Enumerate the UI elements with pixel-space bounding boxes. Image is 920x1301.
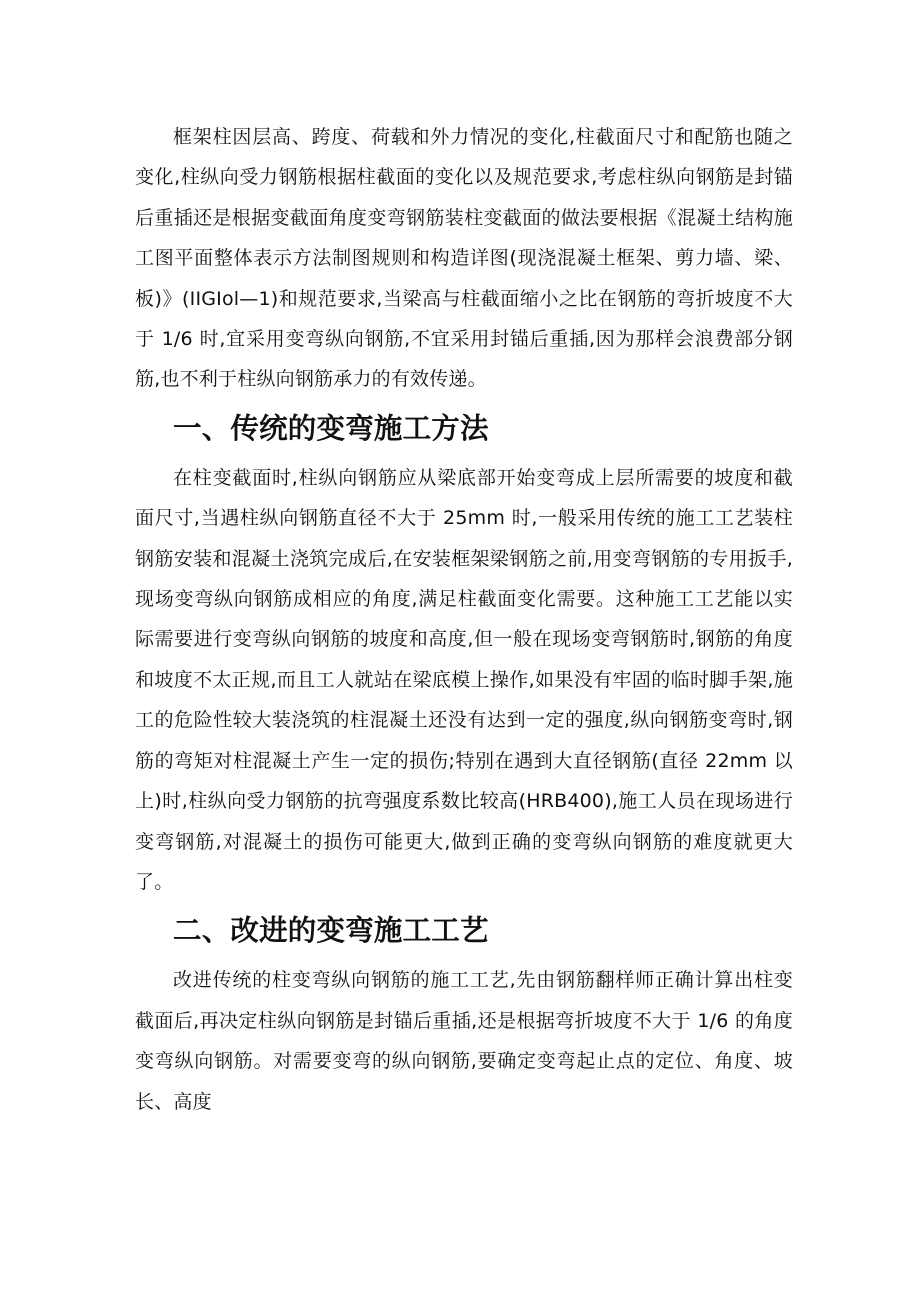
improved-method-paragraph: 改进传统的柱变弯纵向钢筋的施工工艺,先由钢筋翻样师正确计算出柱变截面后,再决定柱纵向钢筋是封锚后重插,还是根据弯折坡度不大于 1/6 的角度变弯纵向钢筋。对需要变弯的纵向钢筋,要确定变弯起止点的定位、角度、坡长、高度 [135, 969, 793, 1113]
intro-paragraph: 框架柱因层高、跨度、荷载和外力情况的变化,柱截面尺寸和配筋也随之变化,柱纵向受力钢筋根据柱截面的变化以及规范要求,考虑柱纵向钢筋是封锚后重插还是根据变截面角度变弯钢筋装柱变截面的做法要根据《混凝土结构施工图平面整体表示方法制图规则和构造详图(现浇混凝土框架、剪力墙、梁、板)》(IIGIol—1)和规范要求,当梁高与柱截面缩小之比在钢筋的弯折坡度不大于 1/6 时,宜采用变弯纵向钢筋,不宜采用封锚后重插,因为那样会浪费部分钢筋,也不利于柱纵向钢筋承力的有效传递。 [135, 126, 793, 391]
traditional-method-paragraph: 在柱变截面时,柱纵向钢筋应从梁底部开始变弯成上层所需要的坡度和截面尺寸,当遇柱纵向钢筋直径不大于 25mm 时,一般采用传统的施工工艺装柱钢筋安装和混凝土浇筑完成后,在安装框架梁钢筋之前,用变弯钢筋的专用扳手,现场变弯纵向钢筋成相应的角度,满足柱截面变化需要。这种施工工艺能以实际需要进行变弯纵向钢筋的坡度和高度,但一般在现场变弯钢筋时,钢筋的角度和坡度不太正规,而且工人就站在梁底模上操作,如果没有牢固的临时脚手架,施工的危险性较大装浇筑的柱混凝土还没有达到一定的强度,纵向钢筋变弯时,钢筋的弯矩对柱混凝土产生一定的损伤;特别在遇到大直径钢筋(直径 22mm 以上)时,柱纵向受力钢筋的抗弯强度系数比较高(HRB400),施工人员在现场进行变弯钢筋,对混凝土的损伤可能更大,做到正确的变弯纵向钢筋的难度就更大了。 [135, 466, 793, 893]
section-heading-traditional: 一、传统的变弯施工方法 [173, 411, 489, 445]
section-heading-improved: 二、改进的变弯施工工艺 [173, 914, 489, 948]
document-body [135, 117, 793, 1122]
